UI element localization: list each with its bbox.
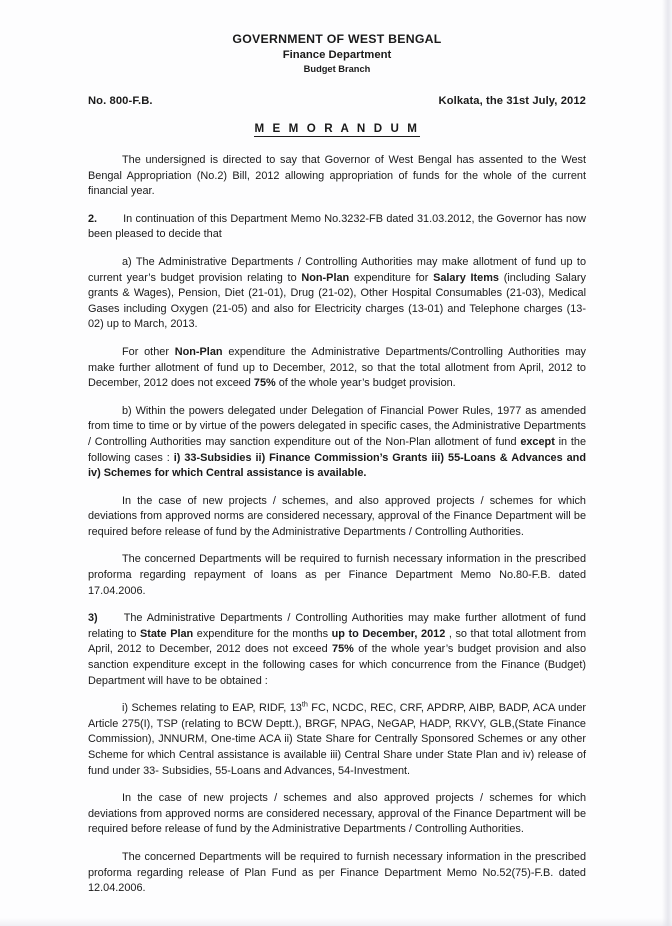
paragraph-3 [88, 611, 586, 689]
paragraph-other-nonplan-part3: of the whole year’s budget provision. [275, 377, 456, 390]
paragraph-new-projects-nonplan: In the case of new projects / schemes, and also approved projects / schemes for which deviations from approved norms are considered necessary, approval of the Finance Department will be required before release of fund by the Administrative Departments / Controlling Authorities. [88, 494, 586, 538]
paragraph-i-part1: i) Schemes relating to EAP, RIDF, 13 [122, 702, 302, 715]
paragraph-other-nonplan [88, 345, 586, 392]
paragraph-3-part3: , so that total allotment from April, 2012 to December, 2012 does not exceed [88, 627, 587, 656]
paragraph-3-part2: expenditure for the months [193, 627, 332, 640]
paragraph-3-bold-percent: 75% [332, 643, 354, 656]
memo-number: No. 800-F.B. [88, 95, 153, 107]
paragraph-other-nonplan-part1: For other [122, 345, 175, 358]
document-content [88, 32, 586, 897]
memo-place-date: Kolkata, the 31st July, 2012 [438, 95, 586, 107]
paragraph-proforma-repayment: The concerned Departments will be required to furnish necessary information in the prescribed proforma regarding repayment of loans as per Finance Department Memo No.80-F.B. dated 17.04.2006. [88, 553, 586, 597]
paragraph-a-part1: a) The Administrative Departments / Controlling Authorities may make allotment of fund up to current year’s budget provision relating to [88, 255, 586, 284]
paragraph-b-bold-except: except [520, 435, 555, 448]
paragraph-3-bold-state-plan: State Plan [139, 627, 194, 640]
paragraph-2 [88, 212, 586, 243]
paragraph-assent: The undersigned is directed to say that Governor of West Bengal has assented to the West Bengal Appropriation (No.2) Bill, 2012 allowing appropriation of funds for the whole of the current financial year. [88, 154, 586, 198]
paragraph-a-part3: (including Salary grants & Wages), Pension, Diet (21-01), Drug (21-02), Other Hospital Consumables (21-03), Medical Gases including Oxygen (21-05) and also for Electricity charges (13-01) and Telephone charges (13-02) up to March, 2013. [88, 271, 586, 331]
paragraph-new-projects-plan: In the case of new projects / schemes and also approved projects / schemes for which deviations from approved norms are considered necessary, approval of the Finance Department will be required before release of fund by the Administrative Departments / Controlling Authorities. [88, 792, 586, 836]
paragraph-b-bold-exception-list: i) 33-Subsidies ii) Finance Commission’s Grants iii) 55-Loans & Advances and iv) Schemes for which Central assistance is available. [88, 451, 586, 480]
paragraph-proforma-plan-fund: The concerned Departments will be required to furnish necessary information in the prescribed proforma regarding release of Plan Fund as per Finance Department Memo No.52(75)-F.B. dated 12.04.2006. [88, 850, 586, 895]
header-government: GOVERNMENT OF WEST BENGAL [232, 32, 442, 46]
paragraph-a-bold-nonplan: Non-Plan [301, 271, 350, 284]
memorandum-title: M E M O R A N D U M [254, 122, 420, 135]
header-branch: Budget Branch [303, 64, 371, 74]
paragraph-b [88, 404, 586, 482]
paragraph-a-bold-salary-items: Salary Items [433, 271, 499, 284]
document-header [88, 32, 586, 76]
paragraph-other-nonplan-part2: expenditure the Administrative Departments/Controlling Authorities may make further allotment of fund up to December, 2012, so that the total allotment from April, 2012 to December, 2012 does not exceed [88, 345, 586, 390]
paragraph-3-label: 3) [88, 612, 98, 625]
memo-reference-line [88, 95, 586, 107]
paragraph-3-bold-up-to-december: up to December, 2012 [331, 627, 446, 640]
paragraph-i-schemes [88, 701, 586, 779]
paragraph-a-part2: expenditure for [349, 271, 434, 284]
paragraph-3-part1: The Administrative Departments / Controlling Authorities may make further allotment of fund relating to [88, 612, 586, 640]
paragraph-3-part4: of the whole year’s budget provision and also sanction expenditure except in the following cases for which concurrence from the Finance (Budget) Department will have to be obtained : [88, 643, 586, 687]
header-department: Finance Department [282, 49, 392, 61]
paragraph-other-bold-percent: 75% [253, 377, 276, 390]
paragraph-2-text: In continuation of this Department Memo No.3232-FB dated 31.03.2012, the Governor has now been pleased to decide that [88, 212, 586, 241]
paragraph-i-part2: FC, NCDC, REC, CRF, APDRP, AIBP, BADP, ACA under Article 275(I), TSP (relating to BCW Deptt.), BRGF, NPAG, NeGAP, HADP, RKVY, GLB,(State Finance Commission), JNNURM, One-time ACA ii) State Share for Centrally Sponsored Schemes or any other Scheme for which Central assistance is available iii) Central Share under State Plan and iv) release of fund under 33- Subsidies, 55-Loans and Advances, 54-Investment. [88, 702, 587, 777]
paragraph-b-part1: b) Within the powers delegated under Delegation of Financial Power Rules, 1977 as amended from time to time or by virtue of the powers delegated in specific cases, the Administrative Departments / Controlling Authorities may sanction expenditure out of the Non-Plan allotment of fund [88, 404, 586, 448]
paragraph-b-part2: in the following cases : [88, 435, 586, 464]
paragraph-a [88, 255, 586, 333]
memorandum-title-wrapper [88, 119, 586, 137]
paragraph-2-label: 2. [88, 212, 98, 225]
paragraph-i-superscript-th: th [301, 699, 308, 709]
paragraph-other-bold-nonplan: Non-Plan [174, 345, 223, 358]
